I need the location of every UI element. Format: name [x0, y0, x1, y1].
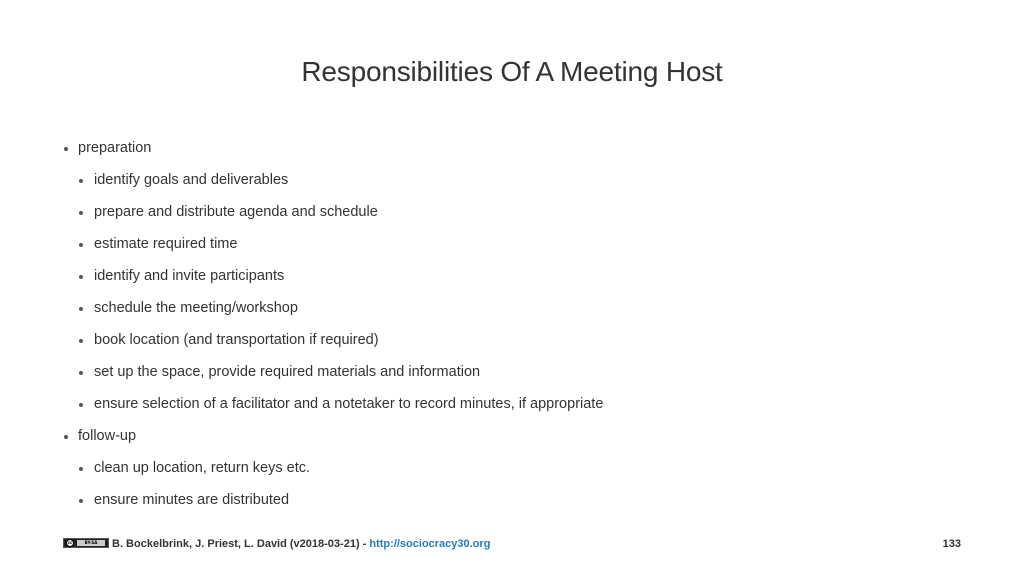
bullet-text: estimate required time [94, 236, 238, 252]
bullet-dot-icon [79, 339, 83, 343]
bullet-text: schedule the meeting/workshop [94, 300, 298, 316]
bullet-dot-icon [79, 467, 83, 471]
bullet-text: follow-up [78, 428, 137, 444]
bullet-text: ensure selection of a facilitator and a notetaker to record minutes, if appropriate [94, 396, 604, 412]
cc-by-sa-license-icon[interactable] [63, 538, 109, 548]
sub-bullet-item [62, 358, 962, 390]
bullet-dot-icon [79, 403, 83, 407]
bullet-text: clean up location, return keys etc. [94, 460, 311, 476]
bullet-dot-icon [79, 275, 83, 279]
sub-bullet-item [62, 326, 962, 358]
bullet-text: book location (and transportation if required) [94, 332, 379, 348]
footer-credit [112, 535, 490, 553]
footer-website-link[interactable]: http://sociocracy30.org [369, 538, 491, 550]
bullet-text: set up the space, provide required materials and information [94, 364, 481, 380]
sub-bullet-item [62, 230, 962, 262]
bullet-text: ensure minutes are distributed [94, 492, 290, 508]
sub-bullet-item [62, 166, 962, 198]
sub-bullet-item [62, 390, 962, 422]
bullet-text: prepare and distribute agenda and schedule [94, 204, 378, 220]
sub-bullet-item [62, 198, 962, 230]
sub-bullet-item [62, 294, 962, 326]
bullet-dot-icon [79, 243, 83, 247]
bullet-dot-icon [79, 211, 83, 215]
bullet-dot-icon [79, 307, 83, 311]
cc-logo-icon: cc [67, 540, 73, 545]
bullet-dot-icon [79, 179, 83, 183]
sub-bullet-item [62, 454, 962, 486]
bullet-dot-icon [79, 371, 83, 375]
bullet-text: preparation [78, 140, 152, 156]
bullet-dot-icon [79, 499, 83, 503]
sub-bullet-item [62, 262, 962, 294]
bullet-item [62, 422, 962, 454]
bullet-list [62, 134, 962, 518]
bullet-dot-icon [64, 147, 68, 151]
sub-bullet-item [62, 486, 962, 518]
slide-title: Responsibilities Of A Meeting Host [301, 56, 723, 87]
footer [63, 535, 961, 553]
bullet-item [62, 134, 962, 166]
license-badge-text: BY-SA [77, 540, 105, 546]
footer-credit-text: B. Bockelbrink, J. Priest, L. David (v2018-03-21) - [112, 538, 370, 550]
bullet-dot-icon [64, 435, 68, 439]
bullet-text: identify and invite participants [94, 268, 285, 284]
bullet-text: identify goals and deliverables [94, 172, 289, 188]
page-number: 133 [942, 538, 961, 550]
